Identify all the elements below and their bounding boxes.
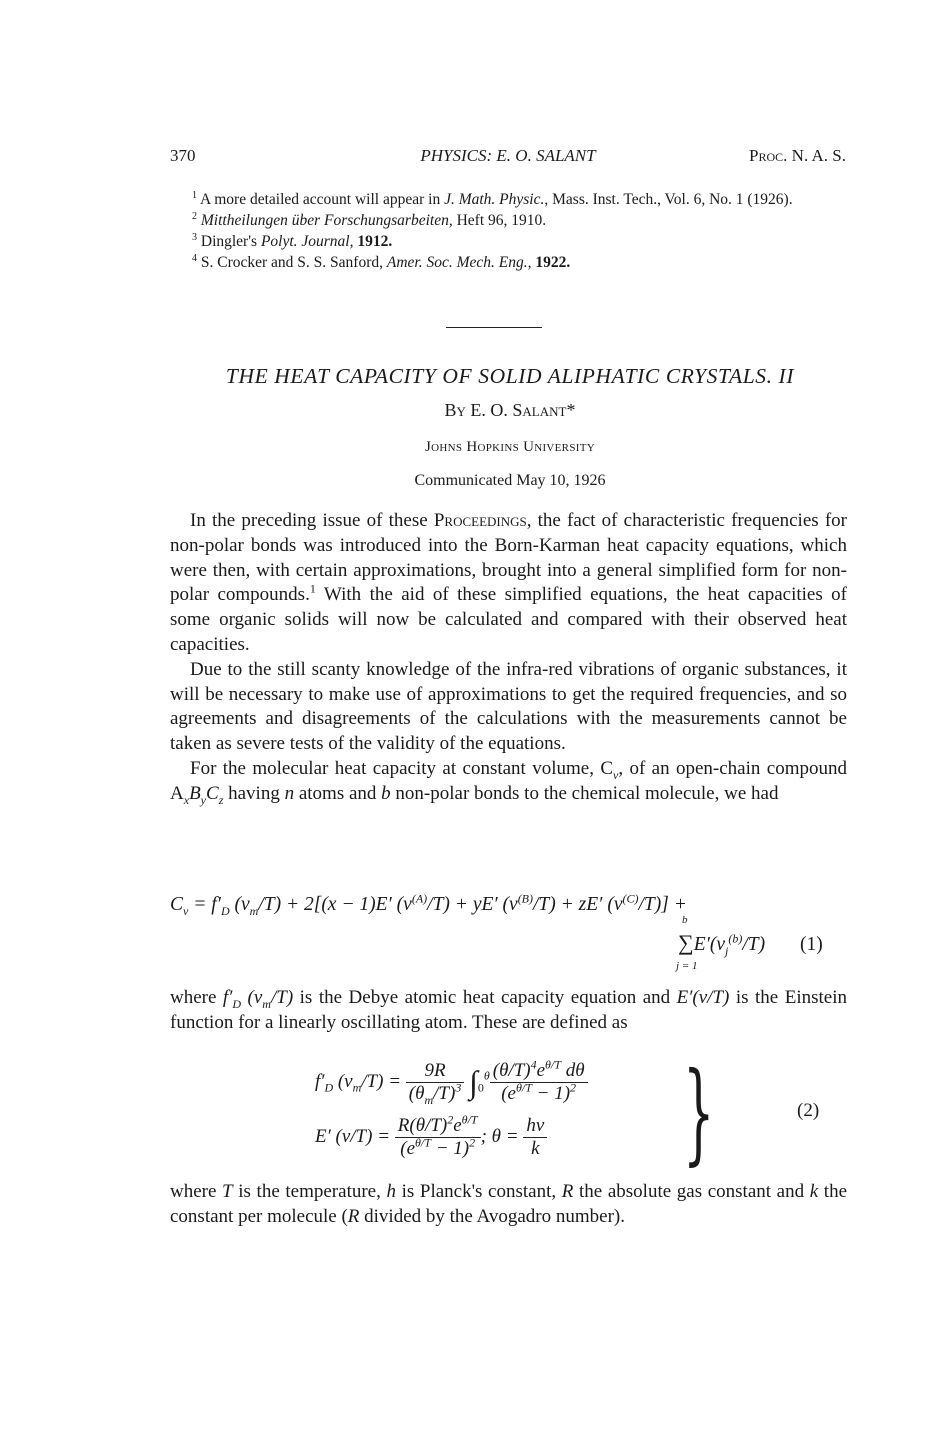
equation-line: ∑ b j = 1 $E'(\nu_j^{(b)}/T)$ bbox=[676, 914, 766, 972]
text: divided by the Avogadro number). bbox=[359, 1205, 625, 1227]
text: having bbox=[223, 782, 285, 804]
text: T bbox=[222, 1181, 233, 1202]
paragraph bbox=[170, 509, 847, 658]
byline: By E. O. Salant* bbox=[444, 400, 576, 420]
journal-abbrev: Proc. N. A. S. bbox=[749, 146, 846, 165]
text: , of an open-chain compound A bbox=[170, 757, 847, 804]
equation-2 bbox=[315, 1048, 855, 1176]
footnote-marker: 1 bbox=[192, 189, 197, 201]
text: is Planck's constant, bbox=[395, 1181, 562, 1202]
footnote bbox=[170, 189, 850, 210]
text: In the preceding issue of these bbox=[190, 510, 434, 531]
text: k bbox=[809, 1181, 819, 1202]
footnote-text: Dingler's bbox=[200, 233, 261, 250]
footnote-italic: Polyt. Journal, bbox=[260, 233, 354, 250]
text: where bbox=[170, 987, 223, 1008]
equation-line: E′ (ν/T) = $\frac{R(\theta/T)^2e^{\theta/T}}{(e^{\theta/T} - 1)^2}$ ; θ = $\frac{h\nu}{k}$ bbox=[315, 1115, 547, 1160]
text: the absolute gas constant and bbox=[573, 1181, 810, 1202]
affiliation: Johns Hopkins University bbox=[425, 439, 595, 455]
text: where bbox=[170, 1181, 223, 1202]
footnote-italic: Mittheilungen über Forschungsarbeiten, bbox=[200, 212, 453, 229]
body-text bbox=[170, 509, 847, 807]
sum-symbol: ∑ b j = 1 bbox=[676, 914, 698, 972]
text: With the aid of these simplified equations, the heat capacities of some organic solids will now be calculated and compared with their observed heat capacities. bbox=[170, 584, 848, 655]
page-header bbox=[170, 146, 846, 170]
article-title: THE HEAT CAPACITY OF SOLID ALIPHATIC CRYSTALS. II bbox=[225, 364, 795, 388]
equation-number: (2) bbox=[797, 1100, 820, 1121]
text: h bbox=[386, 1181, 396, 1202]
footnote-text: S. Crocker and S. S. Sanford, bbox=[200, 254, 387, 271]
footnote-marker: 4 bbox=[192, 252, 197, 264]
text: is the Einstein function for a linearly oscillating atom. These are defined as bbox=[170, 987, 848, 1033]
paragraph: For the molecular heat capacity at constant volume, $C_v$, of an open-chain compound $A_xB_yC_z$ having n atoms and b non-polar bonds to the chemical molecule, we had bbox=[170, 757, 847, 807]
text: R bbox=[561, 1181, 574, 1202]
footnote-marker: 3 bbox=[192, 231, 197, 243]
equation-1 bbox=[170, 891, 850, 974]
text: v bbox=[613, 767, 619, 782]
text: b bbox=[381, 782, 391, 804]
footnote-italic: J. Math. Physic. bbox=[444, 191, 545, 208]
text: the constant per molecule ( bbox=[170, 1181, 848, 1227]
text: non-polar bonds to the chemical molecule, we had bbox=[390, 782, 779, 804]
page-number: 370 bbox=[170, 146, 196, 165]
text: Proceedings bbox=[433, 510, 527, 531]
paragraph: where $f'_D$ $(\nu_m/T)$ is the Debye atomic heat capacity equation and E′(ν/T) is the Einstein function for a linearly oscillating atom. These are defined as bbox=[170, 987, 848, 1033]
footnote bbox=[170, 252, 850, 273]
body-text bbox=[170, 1180, 847, 1230]
text: R bbox=[347, 1205, 360, 1227]
footnote-text: Heft 96, 1910. bbox=[452, 212, 547, 229]
text: n bbox=[284, 782, 295, 804]
footnote-italic: Amer. Soc. Mech. Eng., bbox=[386, 254, 532, 271]
running-title: PHYSICS: E. O. SALANT bbox=[420, 146, 596, 165]
equation-number: (1) bbox=[800, 934, 823, 955]
text: is the Debye atomic heat capacity equation and bbox=[293, 987, 677, 1008]
paragraph bbox=[170, 1180, 847, 1230]
text: is the temperature, bbox=[232, 1181, 387, 1202]
text: , the fact of characteristic frequencies for non-polar bonds was introduced into the Born-Karman heat capacity equations, which were then, with certain approximations, brought into a general simplified form for non-polar compounds. bbox=[170, 510, 847, 606]
footnote bbox=[170, 210, 850, 231]
right-brace: } bbox=[683, 1048, 715, 1176]
footnote bbox=[170, 231, 850, 252]
footnote-marker: 2 bbox=[192, 210, 197, 222]
footnote-bold: 1922. bbox=[531, 254, 571, 271]
text: atoms and bbox=[294, 782, 382, 804]
section-divider bbox=[446, 327, 542, 328]
equation-line: $C_v = f'_D$ $(\nu_m/T) + 2[(x - 1)E'$ $(\nu^{(A)}/T) + yE'$ $(\nu^{(B)}/T) + zE'$ $(\nu^{(C)}/T)$] + bbox=[170, 891, 687, 918]
footnote-bold: 1912. bbox=[353, 233, 393, 250]
paragraph: Due to the still scanty knowledge of the infra-red vibrations of organic substances, it will be necessary to make use of approximations to get the required frequencies, and so agreements and disagreements of the calculations with the measurements cannot be taken as severe tests of the validity of the equations. bbox=[170, 658, 847, 755]
footnote-text: A more detailed account will appear in bbox=[200, 191, 445, 208]
equation-line: $f'_D$ $(\nu_m/T)$ = $\frac{9R}{(\theta_m/T)^3}$ $\int_0^\theta$ $\frac{(\theta/T)^4e^{\theta/T} d\theta}{(e^{\theta/T} - 1)^2}$ bbox=[315, 1060, 588, 1105]
footnote-text: , Mass. Inst. Tech., Vol. 6, No. 1 (1926). bbox=[544, 191, 793, 208]
communicated-date: Communicated May 10, 1926 bbox=[414, 472, 606, 489]
text: For the molecular heat capacity at constant volume, C bbox=[190, 757, 613, 779]
body-text bbox=[170, 986, 847, 1036]
footnote-ref: 1 bbox=[309, 582, 316, 597]
footnotes bbox=[170, 189, 850, 273]
